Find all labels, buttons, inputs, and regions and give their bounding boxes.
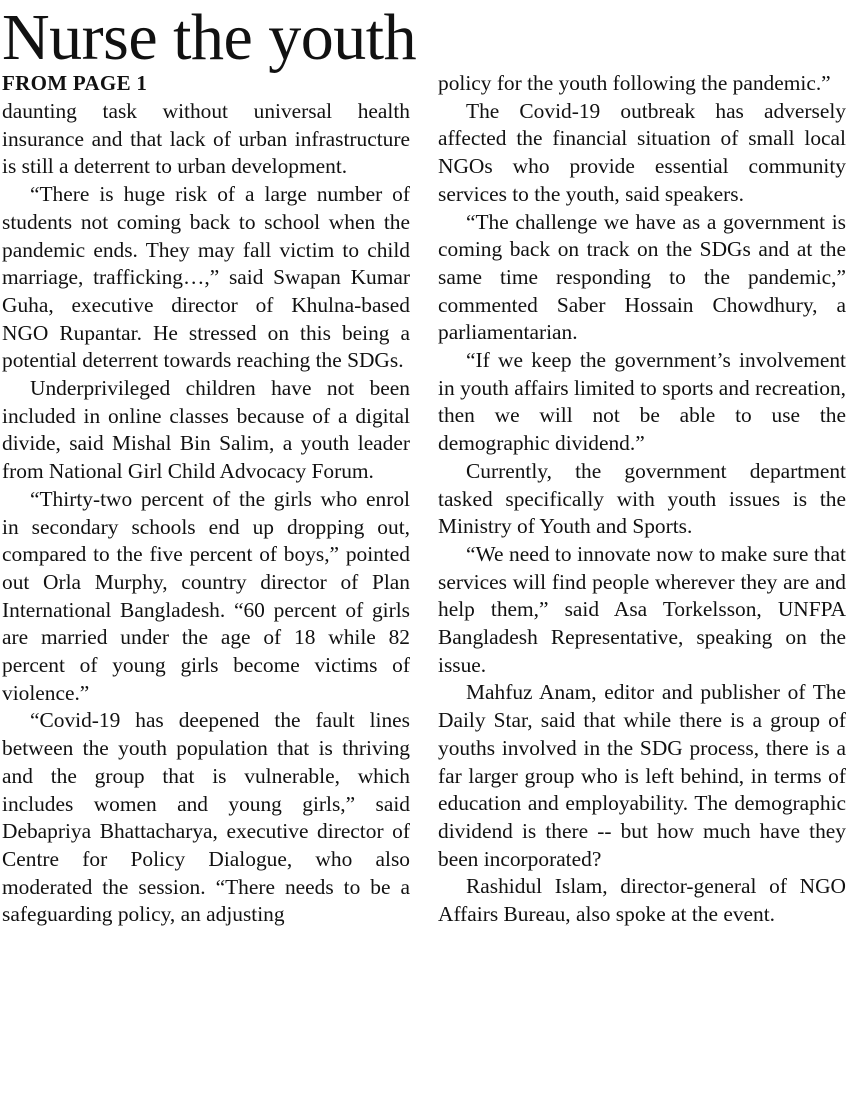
headline: Nurse the youth <box>2 1 417 74</box>
paragraph: “There is huge risk of a large number of students not coming back to school when the pandemic ends. They may fall victim to child marriage, trafficking…,” said Swapan Kumar Guha, executive director of Khulna-based NGO Rupantar. He stressed on this being a potential deterrent towards reaching the SDGs. <box>2 182 410 373</box>
paragraph: policy for the youth following the pandemic.” <box>438 71 831 95</box>
article-column-right <box>438 70 846 929</box>
paragraph: “The challenge we have as a government is coming back on track on the SDGs and at the same time responding to the pandemic,” commented Saber Hossain Chowdhury, a parliamentarian. <box>438 209 846 345</box>
paragraph: daunting task without universal health insurance and that lack of urban infrastructure is still a deterrent to urban development. <box>2 99 410 179</box>
paragraph: “We need to innovate now to make sure that services will find people wherever they are and help them,” said Asa Torkelsson, UNFPA Bangladesh Representative, speaking on the issue. <box>438 541 846 677</box>
paragraph: “Covid-19 has deepened the fault lines between the youth population that is thriving and the group that is vulnerable, which includes women and young girls,” said Debapriya Bhattacharya, executive director of Centre for Policy Dialogue, who also moderated the session. “There needs to be a safeguarding policy, an adjusting <box>2 708 410 927</box>
continued-from-label: FROM PAGE 1 <box>2 71 148 95</box>
paragraph: “If we keep the government’s involvement in youth affairs limited to sports and recreation, then we will not be able to use the demographic dividend.” <box>438 348 846 456</box>
paragraph: Mahfuz Anam, editor and publisher of The Daily Star, said that while there is a group of youths involved in the SDG process, there is a far larger group who is left behind, in terms of education and employability. The demographic dividend is there -- but how much have they been incorporated? <box>438 680 846 871</box>
paragraph: Currently, the government department tasked specifically with youth issues is the Ministry of Youth and Sports. <box>438 458 846 539</box>
paragraph: Rashidul Islam, director-general of NGO Affairs Bureau, also spoke at the event. <box>438 874 846 927</box>
paragraph: “Thirty-two percent of the girls who enrol in secondary schools end up dropping out, compared to the five percent of boys,” pointed out Orla Murphy, country director of Plan International Bangladesh. “60 percent of girls are married under the age of 18 while 82 percent of young girls become victims of violence.” <box>2 486 410 705</box>
article-column-left <box>2 98 410 929</box>
paragraph: Underprivileged children have not been included in online classes because of a digital divide, said Mishal Bin Salim, a youth leader from National Girl Child Advocacy Forum. <box>2 376 410 484</box>
paragraph: The Covid-19 outbreak has adversely affected the financial situation of small local NGOs who provide essential community services to the youth, said speakers. <box>438 98 846 206</box>
